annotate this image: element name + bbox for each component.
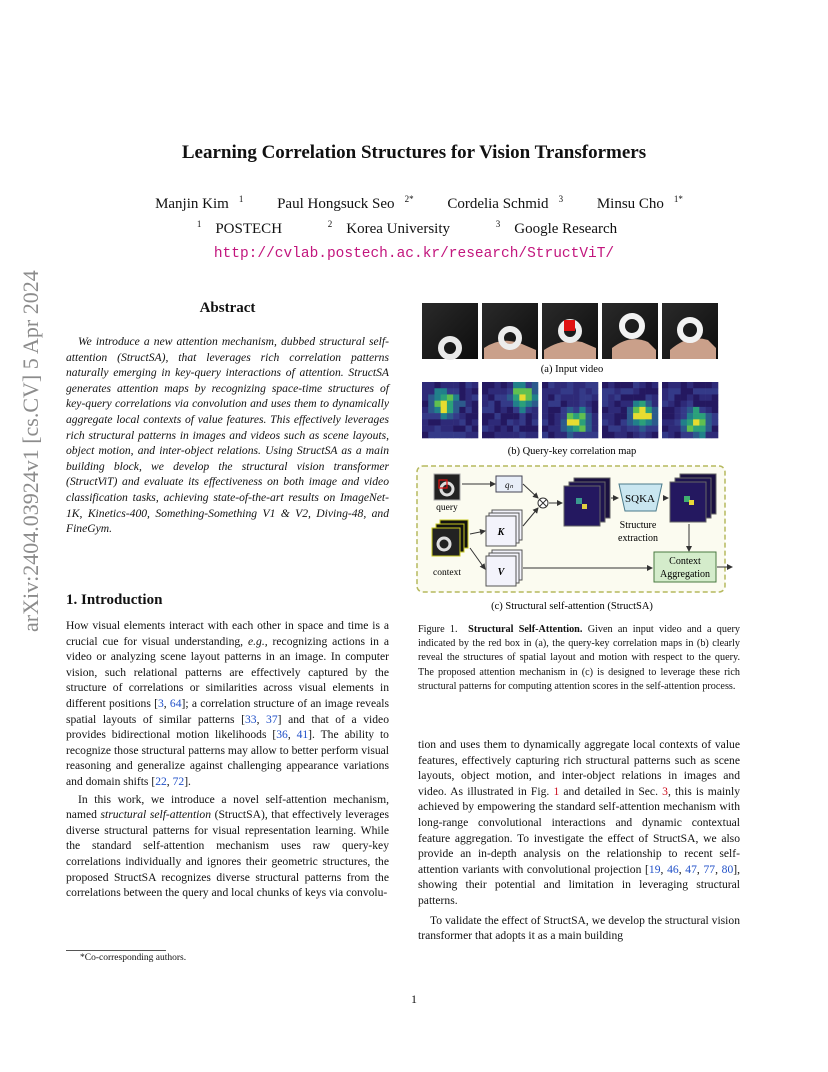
query-label: query	[436, 503, 458, 513]
affiliation: $^3$ Google Research	[495, 219, 618, 237]
citation-link[interactable]: 22	[155, 774, 167, 788]
project-url-link[interactable]: http://cvlab.postech.ac.kr/research/StructViT/	[213, 246, 615, 262]
correlation-map	[602, 382, 658, 438]
intro-heading: 1. Introduction	[66, 592, 163, 608]
author: Cordelia Schmid $^3$	[447, 194, 564, 212]
right-column-text	[418, 737, 740, 948]
affiliation: $^2$ Korea University	[327, 219, 450, 237]
citation-link[interactable]: 80	[721, 862, 734, 876]
correlation-maps	[422, 382, 718, 438]
structsa-diagram	[417, 466, 732, 592]
video-frame	[662, 303, 718, 359]
footnote: *Co-corresponding authors.	[80, 953, 187, 963]
context-label: context	[433, 568, 461, 578]
footnote-divider	[66, 950, 166, 951]
figure-label-a: (a) Input video	[540, 364, 604, 375]
author: Minsu Cho $^{1*}$	[596, 194, 683, 212]
body-paragraph: To validate the effect of StructSA, we develop the structural vision transformer that adopts it as a main building	[418, 913, 740, 943]
video-frame	[542, 303, 598, 359]
attention-stack	[670, 474, 716, 522]
author: Paul Hongsuck Seo $^{2*}$	[277, 194, 414, 212]
page-number: 1	[411, 992, 417, 1006]
intro-body	[66, 618, 389, 903]
figure-1	[412, 298, 742, 618]
structure-label: Structure	[619, 520, 657, 531]
intro-paragraph: How visual elements interact with each other in space and time is a crucial cue for visual understanding, e.g., recognizing actions in a video or analyzing scene layout patterns in an image. In computer vision, such relational patterns are effectively captured by the structure of correlations or similarities across visual elements in different positions [3, 64]; a correlation structure of an image reveals spatial layouts of similar patterns [33, 37] and that of a video provides bidirectional motion likelihoods [36, 41]. The ability to recognize those structural patterns may allow to better perform visual reasoning and generalize against challenging appearance variations and domain shifts [22, 72].	[66, 619, 389, 788]
arxiv-id: arXiv:2404.03924v1 [cs.CV] 5 Apr 2024	[18, 270, 43, 632]
citation-link[interactable]: 46	[667, 862, 679, 876]
body-paragraph: tion and uses them to dynamically aggregate local contexts of value features, effectively capturing rich structural patterns such as scene layouts, object motion, and inter-object relations in images and video. As illustrated in Fig. 1 and detailed in Sec. 3, this is mainly achieved by empowering the standard self-attention mechanism with long-range convolutional interactions and dynamic contextual feature aggregation. To investigate the effect of StructSA, we also provide an in-depth analysis on the relationship to recent self-attention variants with convolutional projection [19, 46, 47, 77, 80], showing their potential and limitation in leveraging structural patterns.	[418, 738, 741, 907]
extraction-label: extraction	[618, 533, 658, 544]
paper-title: Learning Correlation Structures for Vision Transformers	[181, 142, 647, 163]
affiliation: $^1$ POSTECH	[196, 219, 283, 237]
context-stack	[432, 520, 468, 556]
citation-link[interactable]: 72	[172, 774, 185, 788]
figure-label-c: (c) Structural self-attention (StructSA)	[491, 601, 653, 612]
video-frame	[482, 303, 538, 359]
figure-caption: Figure 1. Structural Self-Attention. Given an input video and a query indicated by the red box in (a), the query-key correlation maps in (b) clearly reveal the structures of spatial layout and motion with respect to the query. The proposed attention mechanism in (c) is designed to leverage these rich structural patterns for computing attention scores in the self-attention process.	[418, 624, 741, 692]
citation-link[interactable]: 41	[296, 728, 309, 742]
arxiv-sidebar	[14, 270, 48, 632]
author: Manjin Kim $^1$	[155, 194, 244, 212]
video-frame	[422, 303, 478, 359]
aggregation-label: Aggregation	[660, 569, 710, 580]
qn-label: qₙ	[504, 480, 514, 490]
affiliation-list	[0, 219, 828, 238]
abstract-text: We introduce a new attention mechanism, dubbed structural self-attention (StructSA), that leverages rich correlation patterns naturally emerging in key-query interactions of attention. StructSA generates attention maps by recognizing space-time structures of key-query correlations via convolution and uses them to dynamically aggregate local contexts of value features. This effectively leverages rich structural patterns in images and videos such as scene layouts, object motion, and inter-object relations. Using StructSA as a main building block, we develop the structural vision transformer (StructViT) and evaluate its effectiveness on both image and video classification tasks, achieving state-of-the-art results on ImageNet-1K, Kinetics-400, Something-Something V1 & V2, Diving-48, and FineGym.	[66, 335, 389, 536]
key-label: K	[497, 527, 505, 538]
intro-paragraph: In this work, we introduce a novel self-attention mechanism, named structural self-attention (StructSA), that effectively leverages diverse structural patterns for visual representation learning. While the standard self-attention mechanism uses raw query-key correlations individually and ignores their geometric structures, the proposed StructSA recognizes diverse structural patterns from the correlations between the query and local chunks of keys via convolu-	[66, 792, 389, 900]
citation-link[interactable]: 3	[157, 696, 164, 710]
citation-link[interactable]: 37	[266, 712, 278, 726]
correlation-map	[422, 382, 478, 438]
citation-link[interactable]: 33	[244, 712, 257, 726]
input-video-frames	[422, 303, 718, 359]
abstract-body	[66, 334, 389, 537]
correlation-stack	[564, 478, 610, 526]
citation-link[interactable]: 47	[685, 862, 697, 876]
correlation-map	[662, 382, 718, 438]
figure-ref-link[interactable]: 1	[553, 784, 560, 798]
video-frame	[602, 303, 658, 359]
sqka-label: SQKA	[625, 493, 655, 505]
correlation-map	[542, 382, 598, 438]
author-list	[0, 194, 828, 213]
abstract-heading: Abstract	[199, 300, 256, 316]
section-ref-link[interactable]: 3	[662, 784, 668, 798]
correlation-map	[482, 382, 538, 438]
value-label: V	[497, 567, 505, 578]
citation-link[interactable]: 19	[648, 862, 661, 876]
citation-link[interactable]: 36	[276, 728, 288, 742]
figure-label-b: (b) Query-key correlation map	[507, 446, 637, 457]
context-box-label: Context	[669, 556, 701, 567]
citation-link[interactable]: 77	[703, 862, 716, 876]
citation-link[interactable]: 64	[169, 696, 182, 710]
